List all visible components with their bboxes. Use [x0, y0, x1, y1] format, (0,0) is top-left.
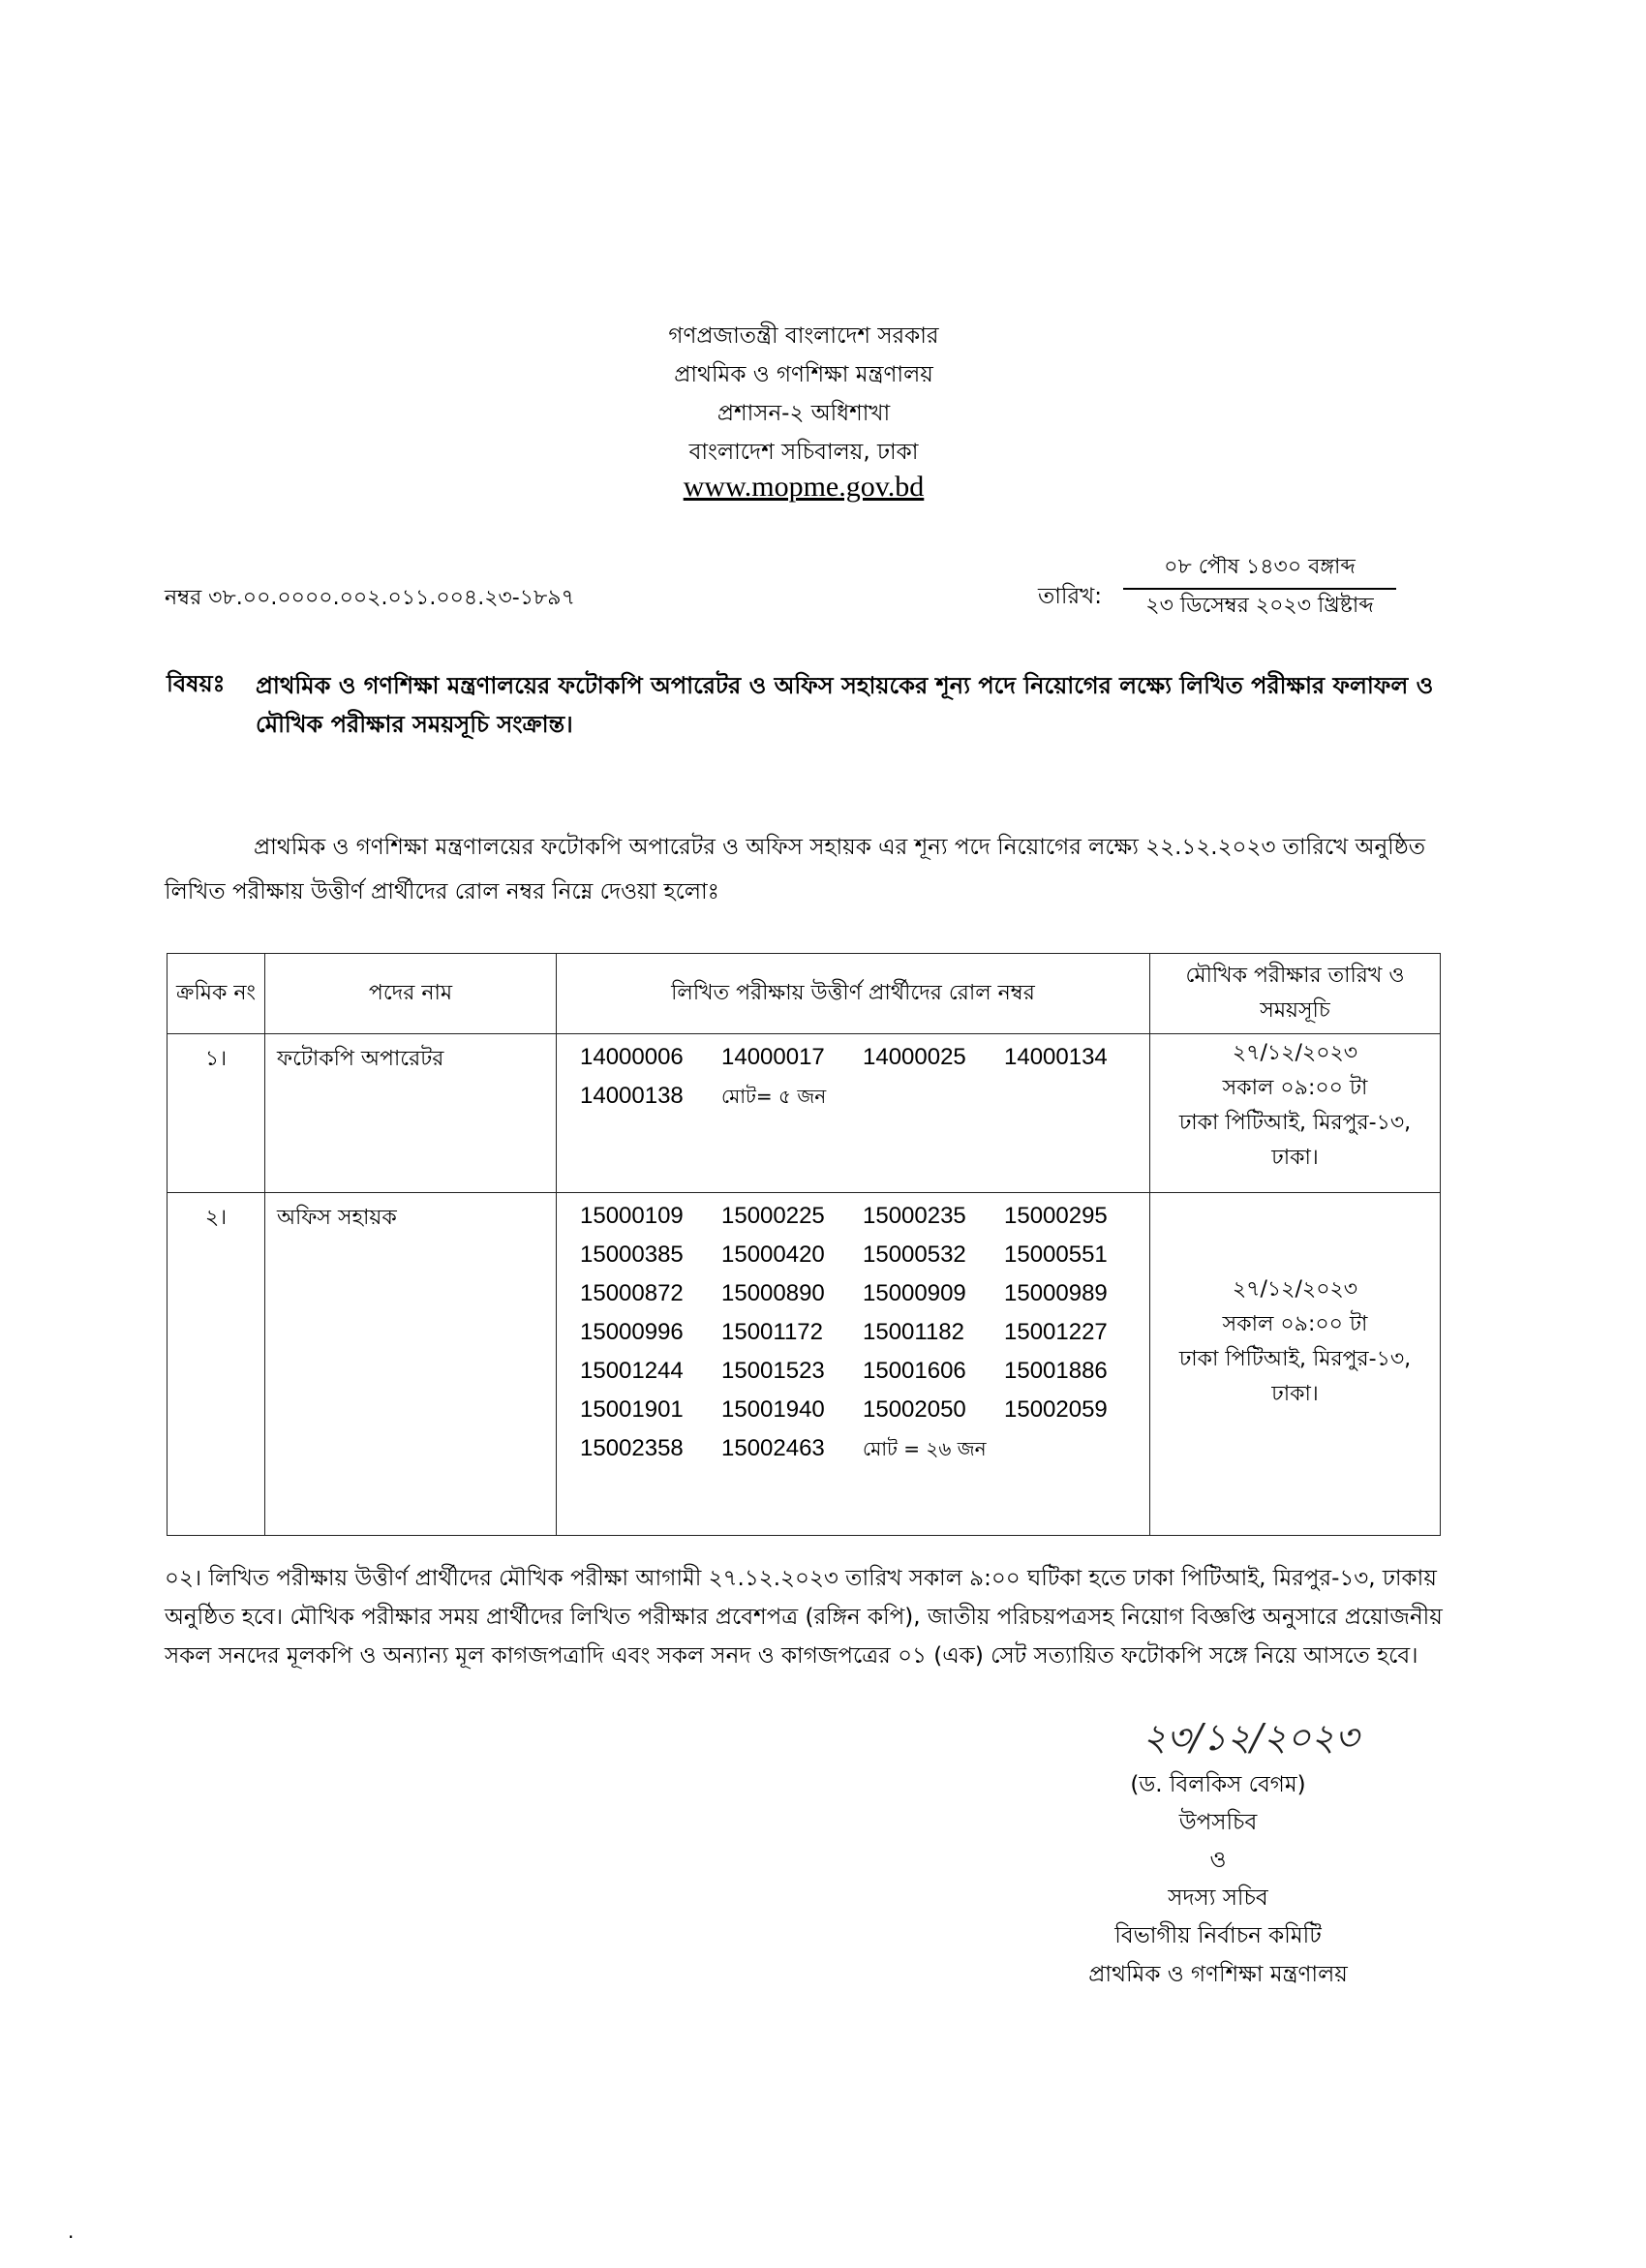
- scan-speck: ·: [68, 2225, 75, 2249]
- roll-number: 15000872: [580, 1280, 684, 1306]
- viva-time: সকাল ০৯:০০ টা: [1222, 1312, 1368, 1336]
- viva-date: ২৭/১২/২০২৩: [1232, 1041, 1358, 1065]
- roll-number: 14000138: [580, 1083, 684, 1109]
- roll-number: 15000551: [1004, 1241, 1108, 1268]
- roll-number: 15001606: [863, 1358, 966, 1384]
- signatory-ministry: প্রাথমিক ও গণশিক্ষা মন্ত্রণালয়: [1088, 1962, 1348, 1987]
- roll-line: [580, 1038, 1149, 1077]
- memo-number: নম্বর ৩৮.০০.০০০০.০০২.০১১.০০৪.২৩-১৮৯৭: [165, 586, 575, 610]
- signatory-conjunction: ও: [1209, 1848, 1227, 1873]
- row-viva: [1150, 1193, 1441, 1536]
- viva-date: ২৭/১২/২০২৩: [1232, 1277, 1358, 1302]
- roll-number: 15002059: [1004, 1396, 1108, 1423]
- date-bangla: ০৮ পৌষ ১৪৩০ বঙ্গাব্দ: [1123, 550, 1396, 590]
- table-row: [168, 1034, 1441, 1193]
- signatory-role: সদস্য সচিব: [1168, 1885, 1268, 1911]
- roll-number: 14000017: [721, 1044, 825, 1070]
- roll-number: 15000989: [1004, 1280, 1108, 1306]
- roll-number: 15000109: [580, 1203, 684, 1229]
- roll-number: 15001940: [721, 1396, 825, 1423]
- roll-number: 14000134: [1004, 1044, 1108, 1070]
- header-govt: গণপ্রজাতন্ত্রী বাংলাদেশ সরকার: [668, 323, 939, 349]
- roll-list: [580, 1038, 1149, 1116]
- instruction-note: ০২। লিখিত পরীক্ষায় উত্তীর্ণ প্রার্থীদের মৌখিক পরীক্ষা আগামী ২৭.১২.২০২৩ তারিখ সকাল ৯:০০ ঘটিকা হতে ঢাকা পিটিআই, মিরপুর-১৩, ঢাকায় অনুষ্ঠিত হবে। মৌখিক পরীক্ষার সময় প্রার্থীদের লিখিত পরীক্ষার প্রবেশপত্র (রঙ্গিন কপি), জাতীয় পরিচয়পত্রসহ নিয়োগ বিজ্ঞপ্তি অনুসারে প্রয়োজনীয় সকল সনদের মূলকপি ও অন্যান্য মূল কাগজপত্রাদি এবং সকল সনদ ও কাগজপত্রের ০১ (এক) সেট সত্যায়িত ফটোকপি সঙ্গে নিয়ে আসতে হবে।: [165, 1566, 1443, 1669]
- roll-number: 14000025: [863, 1044, 966, 1070]
- roll-line: [580, 1352, 1149, 1391]
- viva-time: সকাল ০৯:০০ টা: [1222, 1076, 1368, 1100]
- roll-number: 15000295: [1004, 1203, 1108, 1229]
- date-gregorian: ২৩ ডিসেম্বর ২০২৩ খ্রিষ্টাব্দ: [1145, 594, 1374, 618]
- roll-number: 15000532: [863, 1241, 966, 1268]
- result-table: [167, 953, 1441, 1536]
- row-post: ফটোকপি অপারেটর: [265, 1034, 557, 1193]
- header-ministry: প্রাথমিক ও গণশিক্ষা মন্ত্রণালয়: [674, 362, 933, 387]
- roll-number: 15000235: [863, 1203, 966, 1229]
- roll-number: 15001523: [721, 1358, 825, 1384]
- roll-line: [580, 1274, 1149, 1313]
- table-header-row: [168, 954, 1441, 1034]
- roll-number: 15002463: [721, 1435, 825, 1461]
- header-rolls: লিখিত পরীক্ষায় উত্তীর্ণ প্রার্থীদের রোল নম্বর: [557, 954, 1150, 1034]
- roll-line: [580, 1197, 1149, 1236]
- roll-number: 15001172: [721, 1319, 823, 1345]
- roll-list: [580, 1197, 1149, 1468]
- header-serial: ক্রমিক নং: [168, 954, 265, 1034]
- intro-paragraph: প্রাথমিক ও গণশিক্ষা মন্ত্রণালয়ের ফটোকপি অপারেটর ও অফিস সহায়ক এর শূন্য পদে নিয়োগের লক্ষ্যে ২২.১২.২০২৩ তারিখে অনুষ্ঠিত লিখিত পরীক্ষায় উত্তীর্ণ প্রার্থীদের রোল নম্বর নিম্নে দেওয়া হলোঃ: [165, 835, 1425, 904]
- signatory-title: উপসচিব: [1178, 1810, 1258, 1835]
- subject-text: প্রাথমিক ও গণশিক্ষা মন্ত্রণালয়ের ফটোকপি অপারেটর ও অফিস সহায়কের শূন্য পদে নিয়োগের লক্ষ্যে লিখিত পরীক্ষার ফলাফল ও মৌখিক পরীক্ষার সময়সূচি সংক্রান্ত।: [256, 672, 1434, 738]
- subject-label: বিষয়ঃ: [167, 670, 226, 697]
- row-serial: ২।: [168, 1193, 265, 1536]
- header-post: পদের নাম: [265, 954, 557, 1034]
- roll-line: [580, 1236, 1149, 1274]
- roll-total: মোট= ৫ জন: [721, 1085, 827, 1108]
- roll-line: [580, 1391, 1149, 1429]
- roll-number: 15001244: [580, 1358, 684, 1384]
- row-viva: [1150, 1034, 1441, 1193]
- header-wing: প্রশাসন-২ অধিশাখা: [716, 401, 891, 426]
- roll-line: [580, 1429, 1149, 1468]
- roll-number: 15001901: [580, 1396, 684, 1423]
- handwritten-signature-date: ২৩/১২/২০২৩: [1143, 1716, 1359, 1759]
- row-rolls: [557, 1034, 1150, 1193]
- date-label: তারিখ:: [1038, 584, 1103, 609]
- roll-number: 15000420: [721, 1241, 825, 1268]
- roll-number: 15002358: [580, 1435, 684, 1461]
- header-viva: মৌখিক পরীক্ষার তারিখ ও সময়সূচি: [1150, 954, 1441, 1034]
- signatory-name: (ড. বিলকিস বেগম): [1130, 1772, 1306, 1797]
- roll-number: 15000909: [863, 1280, 966, 1306]
- roll-number: 15001227: [1004, 1319, 1108, 1345]
- header-website-link[interactable]: www.mopme.gov.bd: [683, 471, 925, 503]
- viva-place: ঢাকা পিটিআই, মিরপুর-১৩, ঢাকা।: [1178, 1111, 1412, 1170]
- roll-line: [580, 1077, 1149, 1116]
- header-location: বাংলাদেশ সচিবালয়, ঢাকা: [688, 440, 919, 465]
- roll-number: 15000225: [721, 1203, 825, 1229]
- row-post: অফিস সহায়ক: [265, 1193, 557, 1536]
- roll-line: [580, 1313, 1149, 1352]
- roll-total: মোট = ২৬ জন: [863, 1437, 987, 1460]
- roll-number: 14000006: [580, 1044, 684, 1070]
- table-row: [168, 1193, 1441, 1536]
- roll-number: 15002050: [863, 1396, 966, 1423]
- roll-number: 15000996: [580, 1319, 684, 1345]
- row-rolls: [557, 1193, 1150, 1536]
- roll-number: 15001182: [863, 1319, 964, 1345]
- roll-number: 15000890: [721, 1280, 825, 1306]
- signatory-committee: বিভাগীয় নির্বাচন কমিটি: [1114, 1923, 1322, 1948]
- roll-number: 15001886: [1004, 1358, 1108, 1384]
- viva-place: ঢাকা পিটিআই, মিরপুর-১৩, ঢাকা।: [1178, 1347, 1412, 1406]
- roll-number: 15000385: [580, 1241, 684, 1268]
- row-serial: ১।: [168, 1034, 265, 1193]
